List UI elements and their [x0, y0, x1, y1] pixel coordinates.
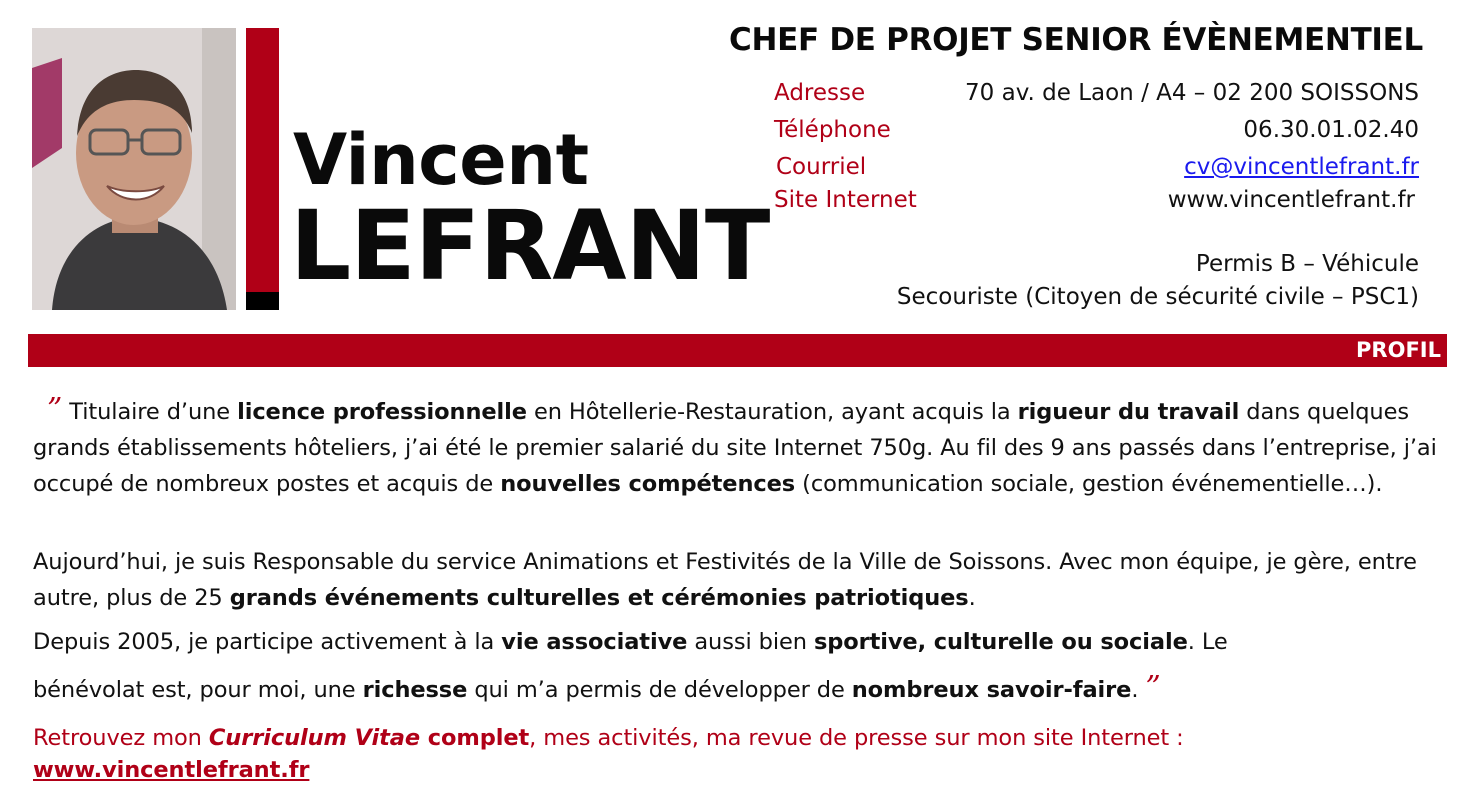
profile-photo — [32, 28, 236, 310]
p3-bold-4: nombreux savoir-faire — [851, 677, 1132, 703]
close-quote-mark: ” — [1145, 670, 1161, 705]
phone-value: 06.30.01.02.40 — [1243, 117, 1419, 143]
p2-text-1: Aujourd’hui, je suis Responsable du service Animations et Festivités de la Ville de Soissons. Avec mon équipe, je gère, entre autre, plus de 25 — [33, 549, 1417, 611]
p3-text-6: . — [1131, 677, 1146, 703]
p1-text-3: dans quelques grands établissements hôteliers, j’ai été le premier salarié du site Internet 750g. Au fil des 9 ans passés dans l’entreprise, j’ai occupé de nombreux postes et acquis de — [33, 399, 1437, 497]
phone-label: Téléphone — [774, 117, 891, 143]
accent-bar-black — [246, 292, 279, 310]
p2-text-2: . — [968, 585, 976, 611]
p3-text-4: bénévolat est, pour moi, une — [33, 677, 363, 703]
section-title: PROFIL — [1356, 338, 1441, 362]
p3-text-3: . Le — [1187, 629, 1228, 655]
p3-text-1: Depuis 2005, je participe activement à la — [33, 629, 502, 655]
job-title: CHEF DE PROJET SENIOR ÉVÈNEMENTIEL — [729, 22, 1423, 58]
profile-paragraph-3 — [33, 624, 1443, 660]
cta-text-2: , mes activités, ma revue de presse sur mon site Internet : — [529, 725, 1184, 751]
p1-text-1: Titulaire d’une — [62, 399, 238, 425]
first-name: Vincent — [293, 119, 589, 201]
email-link[interactable]: cv@vincentlefrant.fr — [1184, 154, 1419, 180]
last-name: LEFRANT — [290, 190, 770, 302]
cta-bold: complet — [420, 725, 530, 751]
p1-text-4: (communication sociale, gestion événementielle…). — [795, 471, 1383, 497]
website-label: Site Internet — [774, 187, 917, 213]
p3-bold-1: vie associative — [501, 629, 688, 655]
section-header-bar — [28, 334, 1447, 367]
p3-bold-3: richesse — [362, 677, 468, 703]
profile-paragraph-2 — [33, 544, 1443, 616]
p2-bold-1: grands événements culturelles et cérémonies patriotiques — [229, 585, 969, 611]
p3-text-5: qui m’a permis de développer de — [467, 677, 852, 703]
open-quote-mark: ” — [47, 392, 63, 427]
accent-bar-red — [246, 28, 279, 292]
cta-paragraph — [33, 722, 1443, 786]
email-label: Courriel — [776, 154, 867, 180]
first-aid-certification: Secouriste (Citoyen de sécurité civile – PSC1) — [896, 284, 1419, 310]
website-link[interactable]: www.vincentlefrant.fr — [33, 757, 310, 783]
address-value: 70 av. de Laon / A4 – 02 200 SOISSONS — [965, 80, 1419, 106]
address-label: Adresse — [774, 80, 866, 106]
website-value: www.vincentlefrant.fr — [1167, 187, 1415, 213]
p1-text-2: en Hôtellerie-Restauration, ayant acquis la — [526, 399, 1018, 425]
p3-text-2: aussi bien — [687, 629, 814, 655]
cta-bold-italic: Curriculum Vitae — [208, 725, 421, 751]
p3-bold-2: sportive, culturelle ou sociale — [813, 629, 1188, 655]
p1-bold-3: nouvelles compétences — [500, 471, 796, 497]
profile-paragraph-1 — [33, 392, 1443, 502]
p1-bold-1: licence professionnelle — [237, 399, 527, 425]
driving-license: Permis B – Véhicule — [1195, 251, 1419, 277]
profile-paragraph-3-continued — [33, 670, 1443, 708]
cta-text-1: Retrouvez mon — [33, 725, 209, 751]
p1-bold-2: rigueur du travail — [1017, 399, 1240, 425]
